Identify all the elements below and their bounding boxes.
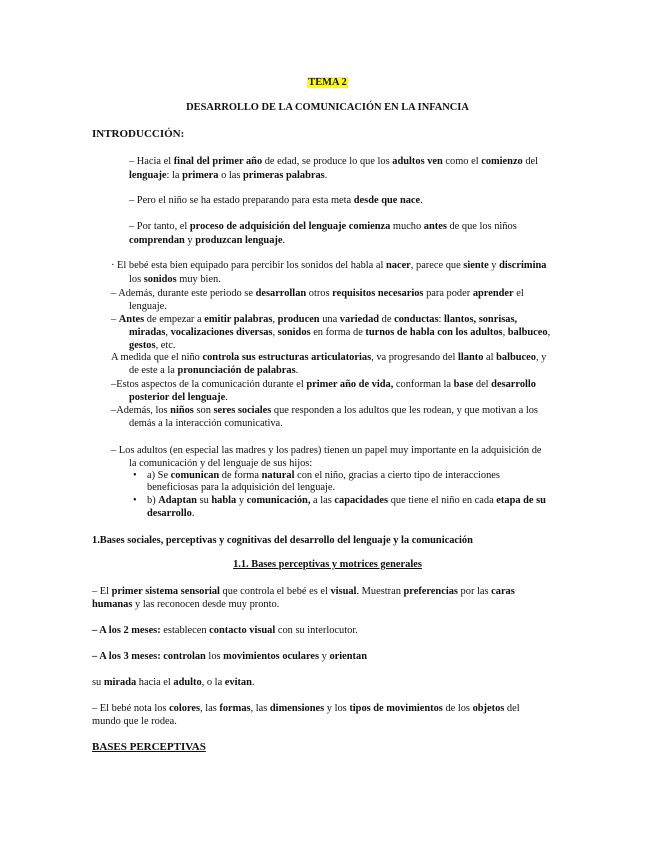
bold-run: requisitos necesarios <box>332 288 424 299</box>
bold-run: humanas <box>92 599 133 610</box>
bold-run: contacto visual <box>209 625 276 636</box>
text-run: muy bien. <box>176 274 221 285</box>
section-line <box>92 715 177 729</box>
text-run: . Muestran <box>356 586 404 597</box>
text-run: de los <box>442 703 473 714</box>
text-run: y <box>319 651 330 662</box>
bold-run: turnos de habla con los adultos <box>365 327 503 338</box>
bold-run: etapa de su <box>496 495 546 506</box>
tema-highlight: TEMA 2 <box>308 77 347 88</box>
text-run: A medida que el niño <box>111 352 203 363</box>
bold-run: orientan <box>329 651 367 662</box>
intro-heading: INTRODUCCIÓN: <box>92 128 185 140</box>
intro-line <box>129 155 538 169</box>
bullet-item-b-cont <box>147 507 194 521</box>
body-line <box>111 378 536 392</box>
text-run: – Además, durante este periodo se <box>111 288 256 299</box>
bullet-dot: • <box>133 495 137 506</box>
bold-run: produzcan lenguaje <box>195 235 283 246</box>
bold-run: caras <box>491 586 515 597</box>
bold-run: final del primer año <box>173 156 263 167</box>
text-run: demás a la interacción comunicativa. <box>129 418 283 429</box>
bold-run: natural <box>261 470 295 481</box>
bold-run: formas <box>219 703 251 714</box>
text-run: a) Se <box>147 470 171 481</box>
text-run: –Estos aspectos de la comunicación durante el <box>111 379 307 390</box>
bold-run: – A los 2 meses: <box>92 625 161 636</box>
text-run: , etc. <box>155 340 176 351</box>
text-run: su <box>196 495 212 506</box>
bold-run: movimientos oculares <box>223 651 320 662</box>
bold-run: adulto <box>173 677 202 688</box>
text-run: que tiene el niño en cada <box>388 495 497 506</box>
bold-run: proceso de adquisición del lenguaje comienza <box>189 221 391 232</box>
text-run: . <box>420 195 423 206</box>
bold-run: discrimina <box>499 260 547 271</box>
bold-run: controla sus estructuras articulatorias <box>202 352 372 363</box>
text-run: , las <box>200 703 220 714</box>
bases-perceptivas-heading: BASES PERCEPTIVAS <box>92 741 206 753</box>
text-run: , <box>272 314 278 325</box>
text-run: del <box>522 156 539 167</box>
text-run: la comunicación y del lenguaje de sus hijos: <box>129 458 313 469</box>
bold-run: emitir palabras <box>204 314 273 325</box>
bold-run: nacer <box>385 260 411 271</box>
text-run: . <box>295 365 299 376</box>
bold-run: adultos ven <box>392 156 443 167</box>
text-run: establecen <box>160 625 210 636</box>
text-run: . <box>324 170 328 181</box>
text-run: beneficiosas para la adquisición del lenguaje. <box>147 482 336 493</box>
section-line <box>92 702 520 716</box>
text-run: a las <box>310 495 335 506</box>
subsection-heading: 1.1. Bases perceptivas y motrices generales <box>233 559 422 570</box>
text-run: los <box>129 274 144 285</box>
text-run: una <box>319 314 340 325</box>
body-line <box>129 273 221 287</box>
text-run: que responden a los adultos que les rodean, y que motivan a los <box>271 405 538 416</box>
body-line <box>111 444 542 458</box>
body-line <box>129 300 167 314</box>
text-run: de que los niños <box>446 221 517 232</box>
text-run: – El <box>92 586 112 597</box>
body-line <box>111 259 546 273</box>
body-line <box>129 391 228 405</box>
text-run: mundo que le rodea. <box>92 716 177 727</box>
text-run: , parece que <box>410 260 464 271</box>
body-line <box>129 364 298 378</box>
section-line <box>92 650 367 664</box>
text-run: por las <box>457 586 492 597</box>
bold-run: comunican <box>170 470 220 481</box>
text-run: , <box>502 327 508 338</box>
text-run: o las <box>218 170 244 181</box>
section-line <box>92 598 279 612</box>
bold-run: comienzo <box>481 156 523 167</box>
text-run: de empezar a <box>144 314 205 325</box>
bold-run: sonidos <box>277 327 311 338</box>
text-run: . <box>251 677 255 688</box>
text-run: los <box>205 651 224 662</box>
text-run: – Hacia el <box>129 156 174 167</box>
text-run: – Pero el niño se ha estado preparando para esta meta <box>129 195 354 206</box>
bold-run: Adaptan <box>158 495 197 506</box>
intro-line <box>129 194 423 208</box>
text-run: con su interlocutor. <box>275 625 358 636</box>
text-run: , <box>165 327 171 338</box>
text-run: mucho <box>390 221 424 232</box>
text-run: para poder <box>423 288 473 299</box>
text-run: . <box>191 508 195 519</box>
bold-run: vocalizaciones diversas <box>170 327 273 338</box>
text-run: : <box>438 314 445 325</box>
bold-run: objetos <box>472 703 505 714</box>
bold-run: comprendan <box>129 235 185 246</box>
text-run: lenguaje. <box>129 301 167 312</box>
bold-run: Antes <box>118 314 145 325</box>
bold-run: balbuceo <box>496 352 536 363</box>
text-run: conforman la <box>393 379 454 390</box>
bold-run: siente <box>463 260 489 271</box>
bold-run: – A los 3 meses: controlan <box>92 651 206 662</box>
section-line <box>92 676 255 690</box>
bold-run: seres sociales <box>213 405 272 416</box>
bold-run: variedad <box>339 314 380 325</box>
intro-line <box>129 220 517 234</box>
bold-run: capacidades <box>334 495 389 506</box>
bold-run: desarrollan <box>255 288 307 299</box>
text-run: de <box>379 314 395 325</box>
text-run: y <box>488 260 500 271</box>
text-run: –Además, los <box>111 405 171 416</box>
bold-run: miradas <box>129 327 166 338</box>
bold-run: comunicación, <box>246 495 311 506</box>
bullet-dot: • <box>133 470 137 481</box>
document-title: DESARROLLO DE LA COMUNICACIÓN EN LA INFANCIA <box>186 102 469 113</box>
text-run: al <box>483 352 497 363</box>
bold-run: producen <box>277 314 320 325</box>
bold-run: posterior del lenguaje <box>129 392 226 403</box>
text-run: · El bebé esta bien equipado para percibir los sonidos del habla al <box>111 260 386 271</box>
bold-run: mirada <box>103 677 137 688</box>
bold-run: primeras palabras <box>243 170 325 181</box>
bold-run: primer año de vida, <box>306 379 394 390</box>
bullet-item-a-cont <box>147 481 335 495</box>
text-run: el <box>513 288 524 299</box>
bold-run: aprender <box>472 288 514 299</box>
bold-run: preferencias <box>403 586 458 597</box>
bold-run: desarrollo <box>147 508 192 519</box>
bold-run: tipos de movimientos <box>349 703 443 714</box>
text-run: , <box>272 327 278 338</box>
bold-run: desarrollo <box>491 379 537 390</box>
bold-run: colores <box>169 703 201 714</box>
bold-run: habla <box>211 495 237 506</box>
text-run: – Por tanto, el <box>129 221 190 232</box>
bold-run: pronunciación de palabras <box>177 365 296 376</box>
bold-run: primer sistema sensorial <box>111 586 220 597</box>
text-run: , <box>547 327 551 338</box>
intro-line <box>129 234 285 248</box>
bold-run: lenguaje <box>129 170 167 181</box>
body-line <box>111 404 538 418</box>
text-run: , y <box>535 352 547 363</box>
bold-run: base <box>453 379 474 390</box>
bullet-item-b <box>147 494 546 508</box>
intro-line <box>129 169 327 183</box>
bold-run: llantos, sonrisas, <box>444 314 518 325</box>
text-run: y las reconocen desde muy pronto. <box>132 599 280 610</box>
text-run: y <box>236 495 247 506</box>
text-run: – Los adultos (en especial las madres y los padres) tienen un papel muy importante en la adquisición de <box>111 445 542 456</box>
text-run: del <box>473 379 492 390</box>
bold-run: sonidos <box>143 274 177 285</box>
text-run: , o la <box>201 677 225 688</box>
bold-run: niños <box>170 405 194 416</box>
text-run: su <box>92 677 104 688</box>
section-heading: 1.Bases sociales, perceptivas y cognitivas del desarrollo del lenguaje y la comunicación <box>92 535 473 546</box>
text-run: . <box>225 392 228 403</box>
bold-run: antes <box>423 221 447 232</box>
text-run: – <box>111 314 119 325</box>
bold-run: dimensiones <box>269 703 325 714</box>
text-run: del <box>504 703 520 714</box>
text-run: , las <box>250 703 270 714</box>
body-line <box>129 417 283 431</box>
text-run: b) <box>147 495 159 506</box>
body-line <box>111 287 524 301</box>
text-run: de forma <box>219 470 262 481</box>
body-line <box>111 351 546 365</box>
text-run: de edad, se produce lo que los <box>262 156 393 167</box>
text-run: , va progresando del <box>371 352 458 363</box>
text-run: que controla el bebé es el <box>219 586 331 597</box>
section-line <box>92 585 515 599</box>
section-line <box>92 624 358 638</box>
bold-run: desde que nace <box>353 195 421 206</box>
text-run: son <box>193 405 214 416</box>
bold-run: llanto <box>457 352 484 363</box>
text-run: otros <box>306 288 333 299</box>
bold-run: visual <box>330 586 357 597</box>
text-run: . <box>282 235 286 246</box>
bold-run: gestos <box>129 340 156 351</box>
text-run: con el niño, gracias a cierto tipo de interacciones <box>294 470 500 481</box>
text-run: – El bebé nota los <box>92 703 170 714</box>
text-run: y los <box>324 703 350 714</box>
text-run: : la <box>166 170 183 181</box>
body-line <box>129 326 550 340</box>
bold-run: primera <box>182 170 219 181</box>
tema-label <box>0 76 655 90</box>
bold-run: evitan <box>224 677 252 688</box>
text-run: en forma de <box>310 327 366 338</box>
text-run: hacia el <box>136 677 174 688</box>
bold-run: balbuceo <box>507 327 548 338</box>
bold-run: conductas <box>394 314 439 325</box>
text-run: como el <box>442 156 482 167</box>
text-run: de este a la <box>129 365 178 376</box>
text-run: y <box>184 235 196 246</box>
body-line <box>111 313 517 327</box>
